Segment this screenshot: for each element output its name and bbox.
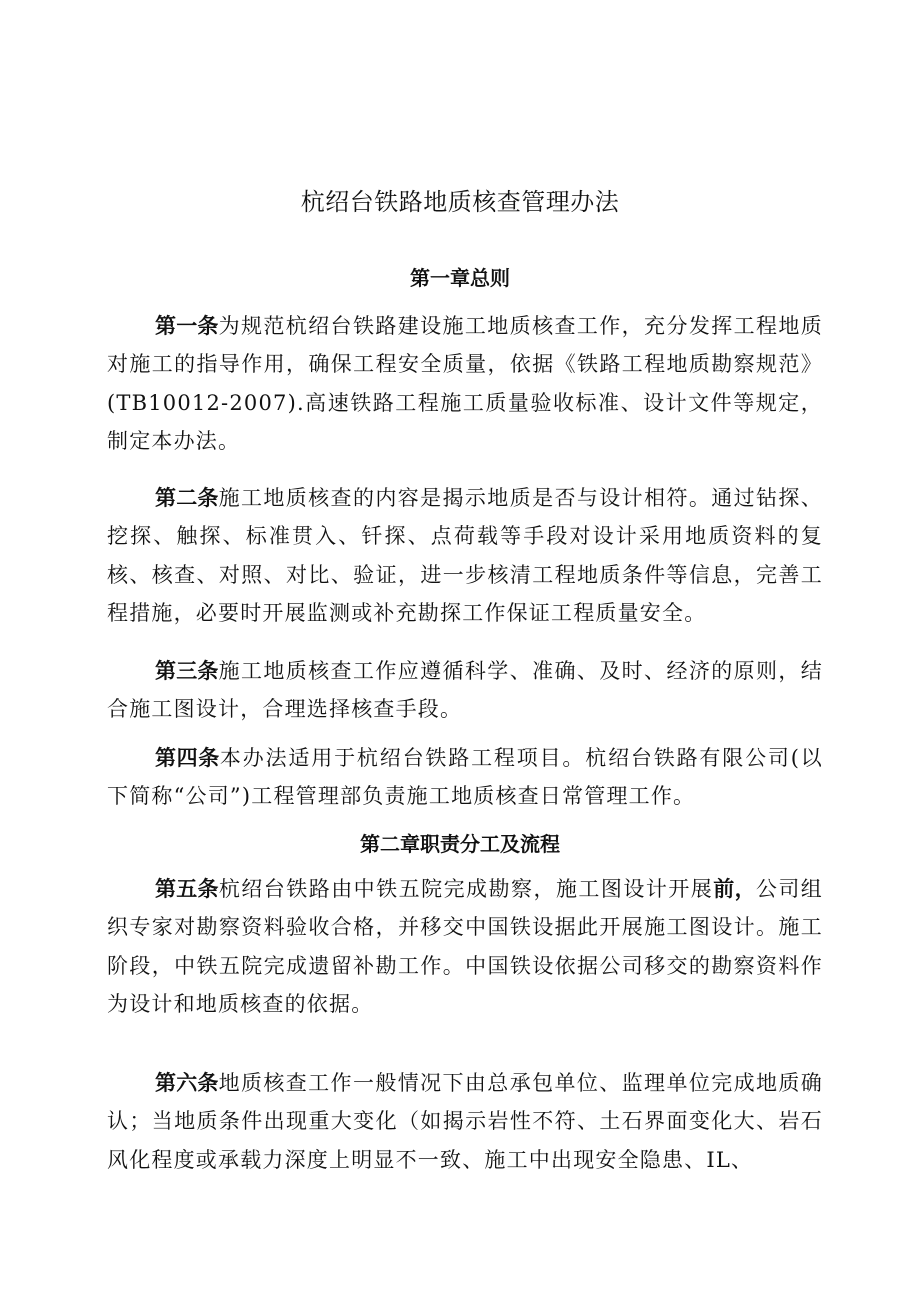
article-3 [107,652,823,729]
article-label: 第五条 [155,877,219,901]
article-label: 第四条 [155,746,220,770]
article-label: 第三条 [155,659,219,683]
chapter-heading-1: 第一章总则 [410,266,510,290]
chapter-heading-2: 第二章职责分工及流程 [360,832,560,856]
article-4 [107,739,823,816]
article-text: 为规范杭绍台铁路建设施工地质核查工作，充分发挥工程地质对施工的指导作用，确保工程安全质量，依据《铁路工程地质勘察规范》(TB10012-2007).高速铁路工程施工质量验收标准、设计文件等规定，制定本办法。 [107,314,824,453]
article-text: 公司组织专家对勘察资料验收合格，并移交中国铁设据此开展施工图设计。施工阶段，中铁五院完成遗留补勘工作。中国铁设依据公司移交的勘察资料作为设计和地质核查的依据。 [107,877,824,1016]
article-5 [107,870,823,1023]
document-title: 杭绍台铁路地质核查管理办法 [300,188,620,216]
article-text: 施工地质核查的内容是揭示地质是否与设计相符。通过钻探、挖探、触探、标准贯入、钎探、点荷载等手段对设计采用地质资料的复核、核查、对照、对比、验证，进一步核清工程地质条件等信息，完善工程措施，必要时开展监测或补充勘探工作保证工程质量安全。 [107,486,824,625]
article-text: 本办法适用于杭绍台铁路工程项目。杭绍台铁路有限公司(以下简称“公司”)工程管理部负责施工地质核查日常管理工作。 [107,746,823,809]
article-text: 施工地质核查工作应遵循科学、准确、及时、经济的原则，结合施工图设计，合理选择核查手段。 [107,659,824,722]
article-text: 地质核查工作一般情况下由总承包单位、监理单位完成地质确认；当地质条件出现重大变化（如揭示岩性不符、土石界面变化大、岩石风化程度或承载力深度上明显不一致、施工中出现安全隐患、IL、 [107,1071,824,1172]
article-label: 第二条 [155,486,219,510]
article-emphasis: 前， [713,877,756,901]
article-1 [107,307,823,460]
article-text: 杭绍台铁路由中铁五院完成勘察，施工图设计开展 [218,877,714,901]
article-label: 第一条 [155,314,219,338]
article-label: 第六条 [155,1071,219,1095]
article-2 [107,479,823,632]
article-6 [107,1064,823,1179]
